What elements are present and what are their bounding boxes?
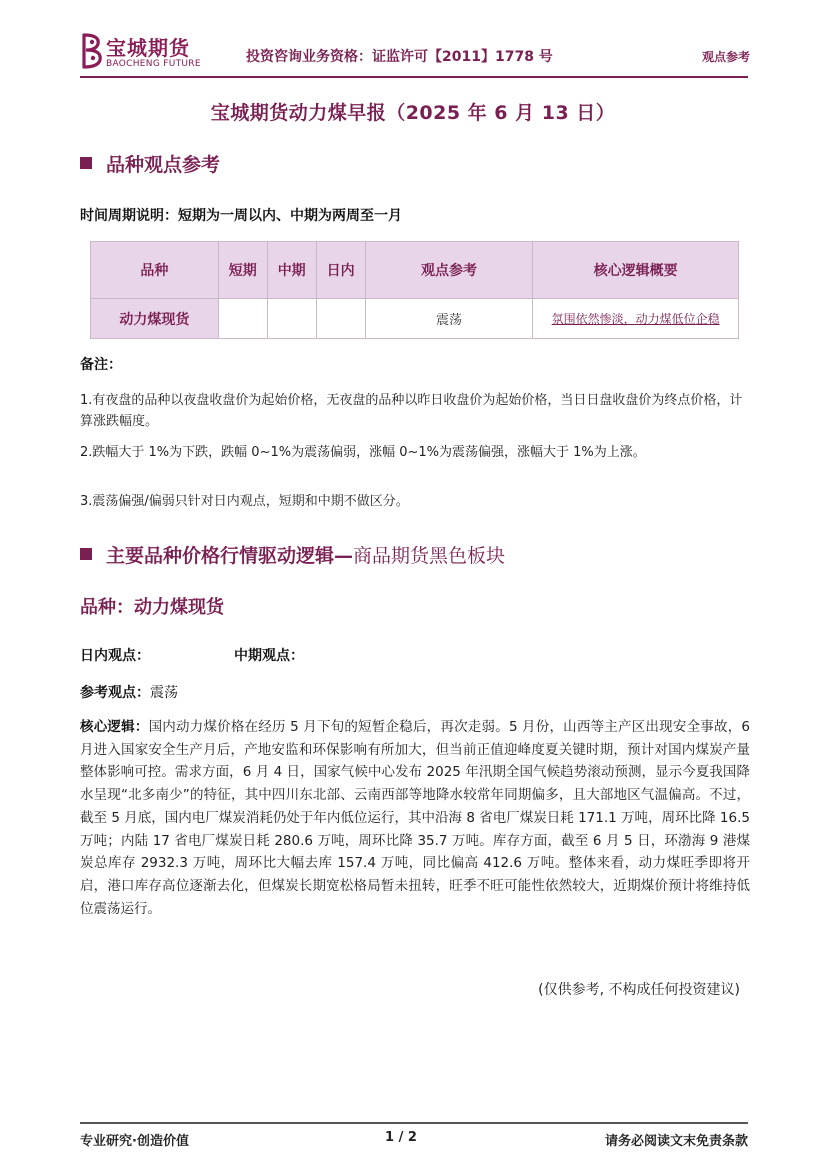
view-cell: 震荡 bbox=[365, 299, 533, 339]
remarks-title: 备注： bbox=[80, 357, 122, 373]
section-heading-views bbox=[80, 150, 220, 177]
variety-cell: 动力煤现货 bbox=[91, 299, 219, 339]
intraday-cell bbox=[316, 299, 365, 339]
footer-disclaimer: 请务必阅读文末免责条款 bbox=[604, 1134, 748, 1149]
views-table bbox=[90, 241, 739, 339]
remark-item: 2.跌幅大于 1%为下跌，跌幅 0~1%为震荡偏弱，涨幅 0~1%为震荡偏强，涨幅大于 1%为上涨。 bbox=[80, 445, 646, 460]
page-number: 1 / 2 bbox=[385, 1130, 417, 1145]
section-heading-drivers bbox=[80, 541, 505, 568]
square-bullet-icon bbox=[80, 548, 92, 560]
column-header: 品种 bbox=[91, 242, 219, 299]
reference-view-value: 震荡 bbox=[150, 685, 178, 701]
page-header bbox=[80, 30, 750, 74]
variety-heading: 品种：动力煤现货 bbox=[80, 597, 224, 618]
section-heading-bold: 主要品种价格行情驱动逻辑— bbox=[106, 545, 354, 567]
table-row bbox=[91, 299, 739, 339]
core-logic-paragraph bbox=[80, 716, 750, 920]
logo-english-name: BAOCHENG FUTURE bbox=[106, 59, 201, 69]
document-title: 宝城期货动力煤早报（2025 年 6 月 13 日） bbox=[210, 102, 616, 124]
disclaimer-note: (仅供参考, 不构成任何投资建议) bbox=[538, 982, 740, 998]
column-header: 中期 bbox=[267, 242, 316, 299]
remark-item: 3.震荡偏强/偏弱只针对日内观点，短期和中期不做区分。 bbox=[80, 494, 409, 509]
short-term-cell bbox=[218, 299, 267, 339]
table-header-row bbox=[91, 242, 739, 299]
section-heading-text: 品种观点参考 bbox=[106, 154, 221, 176]
mid-term-cell bbox=[267, 299, 316, 339]
header-divider bbox=[80, 76, 748, 78]
logo-chinese-name: 宝城期货 bbox=[106, 36, 190, 60]
remark-item: 1.有夜盘的品种以夜盘收盘价为起始价格，无夜盘的品种以昨日收盘价为起始价格，当日日盘收盘价为终点价格，计算涨跌幅度。 bbox=[80, 393, 743, 429]
column-header: 短期 bbox=[218, 242, 267, 299]
core-logic-text: 国内动力煤价格在经历 5 月下旬的短暂企稳后，再次走弱。5 月份，山西等主产区出现安全事故，6 月进入国家安全生产月后，产地安监和环保影响有所加大，但当前正值迎峰度夏关键时期，预计对国内煤炭产量整体影响可控。需求方面，6 月 4 日，国家气候中心发布 2025 年汛期全国气候趋势滚动预测，显示今夏我国降水呈现“北多南少”的特征，其中四川东北部、云南西部等地降水较常年同期偏多，且大部地区气温偏高。不过，截至 5 月底，国内电厂煤炭消耗仍处于年内低位运行，其中沿海 8 省电厂煤炭日耗 171.1 万吨，周环比降 16.5 万吨；内陆 17 省电厂煤炭日耗 280.6 万吨，周环比降 35.7 万吨。库存方面，截至 6 月 5 日，环渤海 9 港煤炭总库存 2932.3 万吨，周环比大幅去库 157.4 万吨，同比偏高 412.6 万吨。整体来看，动力煤旺季即将开启，港口库存高位逐渐去化，但煤炭长期宽松格局暂未扭转，旺季不旺可能性依然较大，近期煤价预计将维持低位震荡运行。 bbox=[80, 719, 751, 917]
column-header: 日内 bbox=[316, 242, 365, 299]
company-logo bbox=[80, 30, 205, 74]
period-note: 时间周期说明：短期为一周以内、中期为两周至一月 bbox=[80, 208, 402, 224]
baocheng-logo-icon bbox=[80, 32, 104, 70]
mid-view-label: 中期观点： bbox=[234, 648, 304, 664]
footer-slogan: 专业研究·创造价值 bbox=[80, 1134, 189, 1149]
header-tag: 观点参考 bbox=[701, 50, 750, 64]
section-heading-light: 商品期货黑色板块 bbox=[353, 545, 506, 567]
intraday-view-label: 日内观点： bbox=[80, 648, 150, 664]
core-logic-link[interactable]: 氛围依然惨淡，动力煤低位企稳 bbox=[533, 299, 739, 339]
reference-view bbox=[80, 682, 178, 702]
reference-view-label: 参考观点： bbox=[80, 685, 150, 701]
core-logic-label: 核心逻辑： bbox=[80, 719, 149, 735]
square-bullet-icon bbox=[80, 157, 92, 169]
license-text: 投资咨询业务资格：证监许可【2011】1778 号 bbox=[246, 49, 553, 65]
footer-divider bbox=[80, 1122, 748, 1124]
column-header: 观点参考 bbox=[365, 242, 533, 299]
column-header: 核心逻辑概要 bbox=[533, 242, 739, 299]
